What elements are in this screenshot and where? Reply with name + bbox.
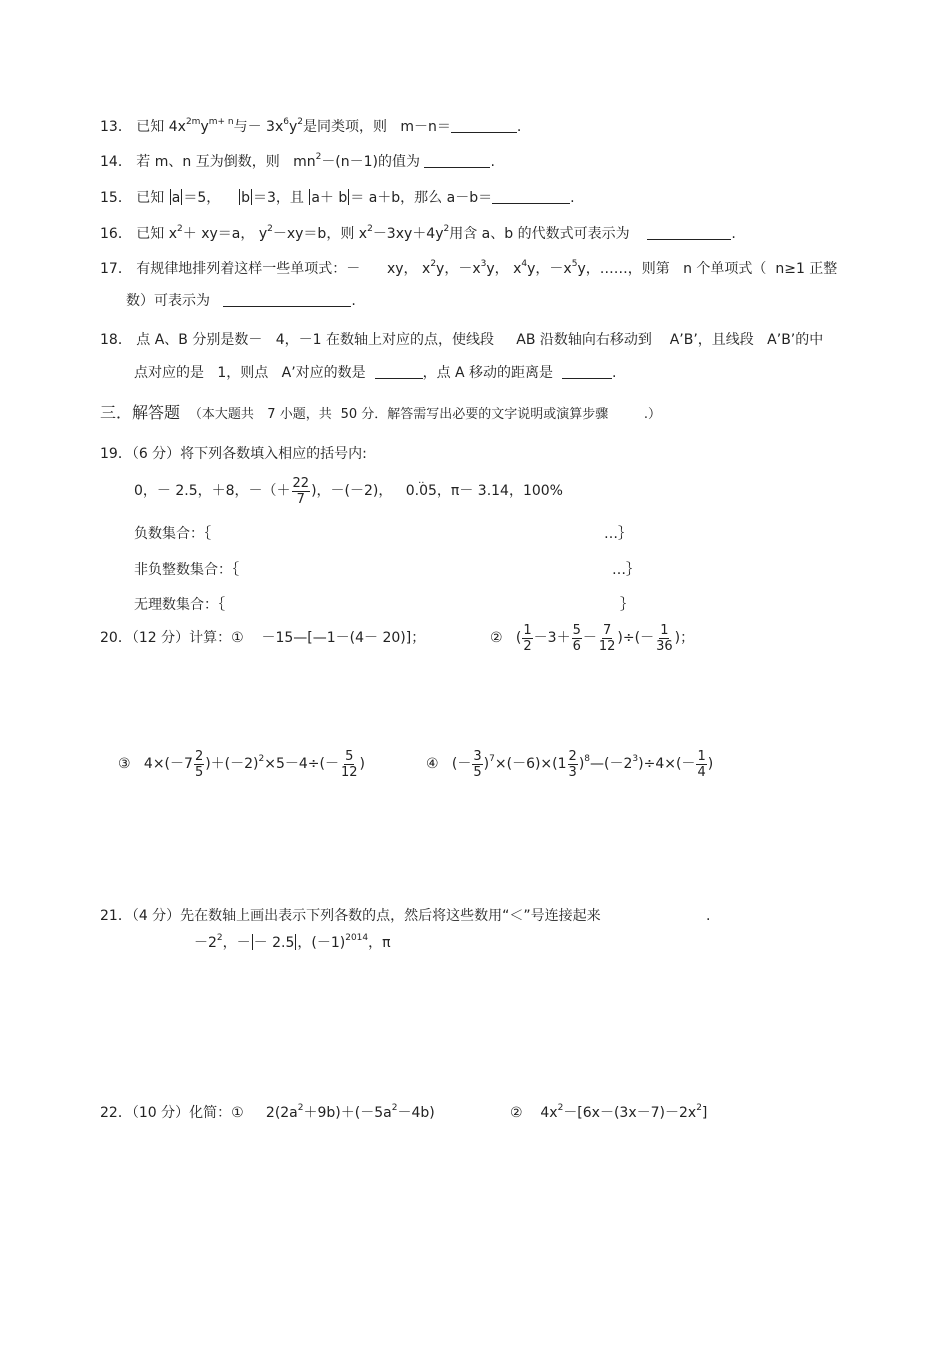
- math: b: [241, 190, 250, 206]
- fraction: [522, 623, 532, 654]
- circled-number: ②: [510, 1105, 523, 1121]
- math: )＋(－2): [205, 756, 259, 772]
- denominator: 5: [473, 764, 482, 780]
- q-text: ，点 A 移动的距离是: [422, 365, 554, 381]
- q-text: ＝3，且: [252, 190, 304, 206]
- math: x: [168, 226, 178, 242]
- denominator: 7: [296, 491, 305, 507]
- fraction: [340, 749, 359, 780]
- set-label: 无理数集合：｛: [134, 597, 225, 613]
- exponent: 2: [367, 224, 373, 234]
- denominator: 6: [572, 638, 581, 654]
- math: y: [200, 119, 209, 135]
- section-heading: [100, 403, 661, 425]
- set-nonneg-int-end: [612, 560, 640, 580]
- punct: .: [516, 119, 522, 135]
- math: y，－x: [436, 261, 481, 277]
- math: ＋9b)＋(－5a: [303, 1105, 392, 1121]
- q-text: 19．（6 分）将下列各数填入相应的括号内:: [100, 446, 367, 462]
- section-title: 三．解答题: [100, 403, 181, 422]
- exponent: 2014: [345, 933, 369, 943]
- question-18-line2: [134, 363, 616, 383]
- numerator: 5: [345, 748, 354, 764]
- numerator: 22: [292, 475, 310, 491]
- q-text: AB 沿数轴向右移动到: [516, 332, 652, 348]
- exponent: 2: [267, 224, 273, 234]
- exponent: 2: [430, 259, 437, 269]
- exponent: 2: [297, 1103, 304, 1113]
- exponent: 8: [584, 754, 591, 764]
- q-text: ＝ a＋b，那么: [350, 190, 443, 206]
- exponent: m+ n: [208, 117, 234, 127]
- question-20-part2: [490, 618, 694, 658]
- denominator: 3: [568, 764, 577, 780]
- q-text: 点对应的是: [134, 365, 204, 381]
- math: ]: [701, 1105, 708, 1121]
- set-label: 非负整数集合：｛: [134, 562, 239, 578]
- q-text: A’B’的中: [767, 332, 824, 348]
- punct: .: [351, 293, 356, 309]
- answer-blank[interactable]: [562, 364, 612, 379]
- exponent: 2: [258, 754, 265, 764]
- question-19-numbers: [134, 470, 563, 512]
- punct: .: [490, 154, 495, 170]
- q-text: A’对应的数是: [281, 365, 366, 381]
- math: －15—[—1－(4－ 20)]；: [261, 630, 426, 646]
- math: 4x: [168, 119, 186, 135]
- abs-bar: [252, 934, 253, 950]
- circled-number: ②: [490, 630, 503, 646]
- math: ，π: [368, 935, 391, 951]
- denominator: 12: [598, 638, 616, 654]
- answer-blank[interactable]: [647, 225, 731, 240]
- numerator: 1: [660, 622, 669, 638]
- q-text: 20．（12 分）计算：①: [100, 630, 244, 646]
- exponent: 2: [443, 224, 450, 234]
- question-20: [100, 618, 425, 658]
- math: y: [289, 119, 298, 135]
- punct: .: [706, 908, 711, 924]
- set-nonneg-int: [134, 560, 239, 580]
- math: ): [359, 756, 366, 772]
- q-text: 已知: [136, 119, 165, 135]
- q-text: 4，－1 在数轴上对应的点，使线段: [275, 332, 494, 348]
- punct: .: [570, 190, 575, 206]
- circled-number: ③: [118, 756, 131, 772]
- answer-blank[interactable]: [451, 118, 517, 133]
- answer-blank[interactable]: [223, 292, 351, 307]
- exponent: 2: [696, 1103, 702, 1113]
- math: 与－ 3x: [233, 119, 284, 135]
- exponent: 6: [283, 117, 289, 127]
- numerator: 2: [194, 748, 204, 764]
- math: ，(－1): [297, 935, 346, 951]
- math: y，－x: [527, 261, 572, 277]
- math: x: [513, 261, 522, 277]
- exponent: 3: [632, 754, 639, 764]
- math: －: [582, 630, 597, 646]
- q-number: 16．: [100, 226, 132, 242]
- math: －[6x－(3x－7)－2x: [563, 1105, 697, 1121]
- q-text: 点 A、B 分别是数－: [136, 332, 263, 348]
- set-end: ｝: [620, 597, 634, 613]
- q-text: 21．（4 分）先在数轴上画出表示下列各数的点，然后将这些数用“＜”号连接起来: [100, 908, 601, 924]
- fraction: [572, 623, 582, 654]
- math: xy，: [386, 261, 418, 277]
- math: a－b＝: [446, 190, 493, 206]
- math: a＋ b: [311, 190, 348, 206]
- math: y: [258, 226, 268, 242]
- math: m－n＝: [400, 119, 451, 135]
- math: )÷4×(－: [638, 756, 696, 772]
- set-negative: [134, 524, 211, 544]
- q-text: 用含 a、b 的代数式可表示为: [449, 226, 630, 242]
- question-19: [100, 444, 367, 464]
- numerator: 7: [603, 622, 612, 638]
- q-text: 已知: [136, 190, 165, 206]
- math: )÷(－: [617, 630, 655, 646]
- set-negative-end: [604, 524, 632, 544]
- exponent: 7: [489, 754, 495, 764]
- denominator: 12: [341, 764, 358, 780]
- exponent: 2: [297, 117, 304, 127]
- set-end: …｝: [612, 562, 640, 578]
- question-20-part4: [426, 744, 713, 784]
- math: ，π－ 3.14，100%: [436, 483, 563, 499]
- math: ×5－4÷(－: [264, 756, 339, 772]
- q-number: 17．: [100, 261, 132, 277]
- math: ×(－6)×(1: [494, 756, 567, 772]
- fraction: [472, 749, 482, 780]
- exponent: 5: [571, 259, 578, 269]
- question-16: [100, 224, 736, 244]
- answer-blank[interactable]: [492, 189, 570, 204]
- math: －3xy＋4y: [372, 226, 444, 242]
- abs-bar: [251, 189, 252, 205]
- q-number: 15．: [100, 190, 132, 206]
- section-note: （本大题共: [188, 407, 254, 422]
- question-21-numbers: [194, 933, 391, 953]
- math: －2: [194, 935, 217, 951]
- fraction: [292, 476, 311, 507]
- q-text: －(n－1)的值为: [321, 154, 421, 170]
- math: ＋ xy＝a，: [182, 226, 255, 242]
- punct: .: [731, 226, 736, 242]
- math: ): [707, 756, 714, 772]
- q-text: 有规律地排列着这样一些单项式：－: [136, 261, 361, 277]
- exponent: 2: [216, 933, 223, 943]
- math: 0，－ 2.5，＋8，－（＋: [134, 483, 291, 499]
- math: － 2.5: [253, 935, 295, 951]
- math: 4×(－7: [143, 756, 193, 772]
- repeat-dots: ..: [418, 475, 425, 486]
- set-irrational-end: [620, 595, 634, 615]
- denominator: 4: [697, 764, 706, 780]
- numerator: 1: [523, 622, 532, 638]
- question-15: [100, 188, 575, 208]
- denominator: 2: [523, 638, 532, 654]
- abs-bar: [170, 189, 171, 205]
- math: )，－(－2)，: [311, 483, 393, 499]
- set-label: 负数集合：｛: [134, 526, 211, 542]
- question-17: [100, 259, 837, 279]
- denominator: 5: [194, 764, 204, 780]
- question-21: [100, 906, 601, 926]
- question-22: [100, 1103, 435, 1123]
- q-text: A’B’，且线段: [669, 332, 754, 348]
- q-text: 22．（10 分）化简：①: [100, 1105, 244, 1121]
- math: (－: [451, 756, 472, 772]
- abs-bar: [239, 189, 240, 205]
- exponent: 2m: [185, 117, 201, 127]
- exponent: 3: [480, 259, 487, 269]
- fraction: [655, 623, 674, 654]
- q-text: 数）可表示为: [126, 293, 210, 309]
- answer-blank[interactable]: [424, 153, 490, 168]
- question-18: [100, 330, 823, 350]
- math: x: [358, 226, 368, 242]
- exponent: 2: [391, 1103, 398, 1113]
- section-note: 7 小题，共: [267, 407, 332, 422]
- denominator: 36: [656, 638, 673, 654]
- math: ): [483, 756, 490, 772]
- math: (: [515, 630, 522, 646]
- fraction: [194, 749, 204, 780]
- question-21-end: [706, 906, 710, 926]
- punct: .: [611, 365, 617, 381]
- math: －3＋: [533, 630, 571, 646]
- q-text: －xy＝b，则: [272, 226, 355, 242]
- math: a: [171, 190, 181, 206]
- question-13: [100, 117, 521, 137]
- q-text: 若 m、n 互为倒数，则: [136, 154, 280, 170]
- set-end: …｝: [604, 526, 632, 542]
- numerator: 3: [473, 748, 482, 764]
- math: x: [422, 261, 431, 277]
- math: 0.05: [405, 483, 437, 499]
- math: mn: [293, 154, 316, 170]
- numerator: 2: [568, 748, 577, 764]
- exponent: 2: [315, 152, 322, 162]
- math: －4b): [397, 1105, 435, 1121]
- section-note: .）: [643, 407, 662, 422]
- numerator: 1: [697, 748, 706, 764]
- question-17-line2: [126, 291, 356, 311]
- fraction: [568, 749, 578, 780]
- math: )；: [674, 630, 695, 646]
- math: y，: [486, 261, 509, 277]
- q-text: y，……，则第: [577, 261, 670, 277]
- math: ，－: [222, 935, 251, 951]
- q-text: 1，则点: [217, 365, 269, 381]
- circled-number: ④: [426, 756, 439, 772]
- math: 4x: [540, 1105, 558, 1121]
- math: —(－2: [590, 756, 633, 772]
- question-22-part2: [510, 1103, 707, 1123]
- q-text: 是同类项，则: [303, 119, 388, 135]
- set-irrational: [134, 595, 225, 615]
- math: ＝5，: [183, 190, 221, 206]
- fraction: [598, 623, 617, 654]
- question-14: [100, 152, 495, 172]
- math: 2(2a: [265, 1105, 298, 1121]
- section-note: 50 分．解答需写出必要的文字说明或演算步骤: [340, 407, 609, 422]
- exponent: 4: [521, 259, 528, 269]
- q-number: 14．: [100, 154, 132, 170]
- exponent: 2: [557, 1103, 564, 1113]
- question-20-part3: [118, 744, 365, 784]
- fraction: [696, 749, 706, 780]
- answer-blank[interactable]: [375, 364, 423, 379]
- numerator: 5: [572, 622, 581, 638]
- q-number: 13．: [100, 119, 132, 135]
- exponent: 2: [177, 224, 183, 234]
- repeating-decimal: [406, 470, 437, 512]
- q-number: 18．: [100, 332, 132, 348]
- q-text: 已知: [136, 226, 165, 242]
- math: ): [578, 756, 585, 772]
- q-text: n≥1 正整: [775, 261, 838, 277]
- q-text: n 个单项式（: [683, 261, 767, 277]
